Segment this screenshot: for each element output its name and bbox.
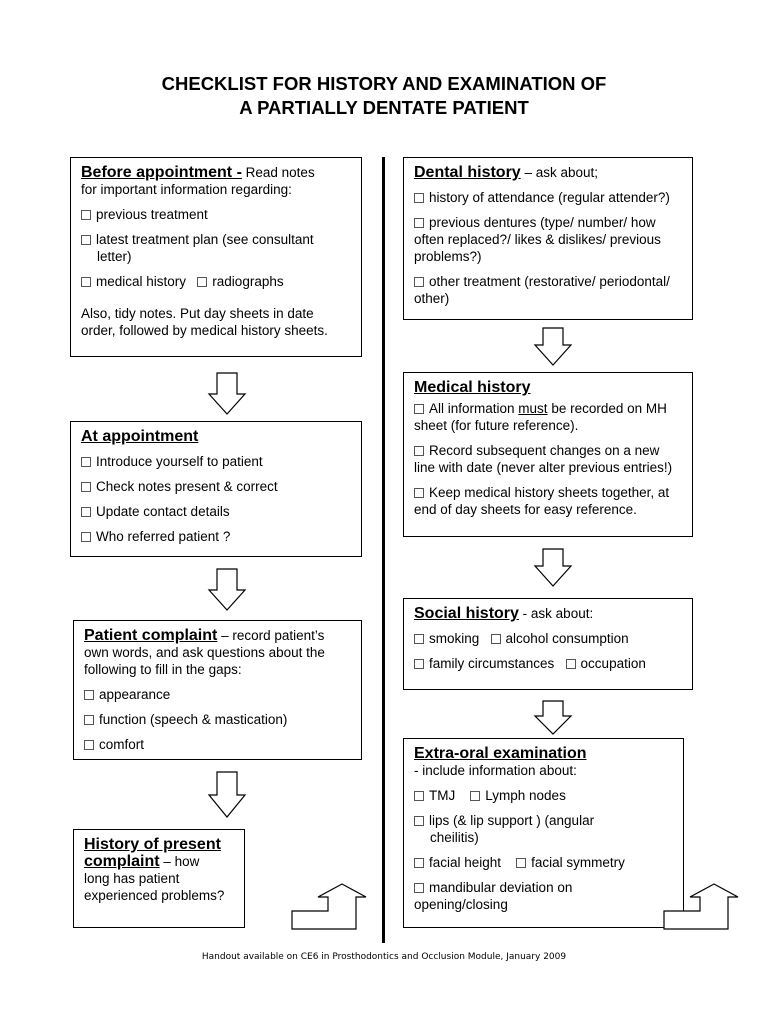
checkbox[interactable] [84, 690, 94, 700]
checkbox[interactable] [81, 457, 91, 467]
checkbox[interactable] [414, 446, 424, 456]
checkbox[interactable] [81, 532, 91, 542]
checkbox[interactable] [566, 659, 576, 669]
checkbox[interactable] [470, 791, 480, 801]
arrow-down-icon [533, 548, 573, 588]
checkbox[interactable] [414, 659, 424, 669]
page-title [0, 72, 768, 120]
history-present-complaint-box: History of present complaint – how long has patient experienced problems? [73, 829, 245, 928]
patient-complaint-box: Patient complaint – record patient’s own words, and ask questions about the following to fill in the gaps: appearance function (speech & mastication) comfort [73, 620, 362, 760]
arrow-down-icon [533, 700, 573, 736]
checkbox[interactable] [414, 816, 424, 826]
checkbox[interactable] [81, 210, 91, 220]
dental-history-heading: Dental history [414, 164, 521, 181]
before-appointment-box: Before appointment - Read notes for important information regarding: previous treatment latest treatment plan (see consultant letter) medical history radiographs Also, tidy notes. Put day sheets in date order, followed by medical history sheets. [70, 157, 362, 357]
checkbox[interactable] [414, 218, 424, 228]
social-history-heading: Social history [414, 605, 519, 622]
checkbox[interactable] [414, 193, 424, 203]
medical-history-box: Medical history All information must be recorded on MH sheet (for future reference). Record subsequent changes on a new line with date (never alter previous entries!) Keep medical history sheets together, at end of day sheets for easy reference. [403, 372, 693, 537]
arrow-down-icon [207, 568, 247, 612]
checkbox[interactable] [81, 507, 91, 517]
arrow-up-icon [662, 883, 742, 931]
checkbox[interactable] [414, 634, 424, 644]
arrow-down-icon [533, 327, 573, 367]
social-history-box: Social history - ask about: smoking alcohol consumption family circumstances occupation [403, 598, 693, 690]
checkbox[interactable] [414, 488, 424, 498]
at-appointment-box: At appointment Introduce yourself to patient Check notes present & correct Update contact details Who referred patient ? [70, 421, 362, 557]
before-appointment-heading: Before appointment - [81, 164, 242, 181]
footer-note: Handout available on CE6 in Prosthodontics and Occlusion Module, January 2009 [201, 952, 567, 962]
checkbox[interactable] [414, 277, 424, 287]
medical-history-heading: Medical history [414, 379, 531, 396]
checkbox[interactable] [81, 482, 91, 492]
checkbox[interactable] [491, 634, 501, 644]
checkbox[interactable] [414, 791, 424, 801]
patient-complaint-heading: Patient complaint [84, 627, 218, 644]
title-line-2: A PARTIALLY DENTATE PATIENT [239, 97, 529, 118]
dental-history-box: Dental history – ask about; history of attendance (regular attender?) previous dentures (type/ number/ how often replaced?/ likes & dislikes/ previous problems?) other treatment (restorative/ periodontal/ other) [403, 157, 693, 320]
checkbox[interactable] [414, 404, 424, 414]
checkbox[interactable] [81, 277, 91, 287]
extra-oral-heading: Extra-oral examination [414, 745, 587, 762]
arrow-down-icon [207, 771, 247, 819]
title-line-1: CHECKLIST FOR HISTORY AND EXAMINATION OF [161, 73, 607, 94]
checkbox[interactable] [414, 858, 424, 868]
checkbox[interactable] [84, 740, 94, 750]
arrow-down-icon [207, 372, 247, 416]
checkbox[interactable] [414, 883, 424, 893]
checkbox[interactable] [197, 277, 207, 287]
checkbox[interactable] [84, 715, 94, 725]
at-appointment-heading: At appointment [81, 428, 199, 445]
arrow-up-icon [290, 883, 370, 931]
checkbox[interactable] [81, 235, 91, 245]
checkbox[interactable] [516, 858, 526, 868]
column-divider [382, 157, 385, 943]
extra-oral-examination-box: Extra-oral examination - include information about: TMJ Lymph nodes lips (& lip support ) (angular cheilitis) facial height facial symmetry mandibular deviation on opening/closing [403, 738, 684, 928]
